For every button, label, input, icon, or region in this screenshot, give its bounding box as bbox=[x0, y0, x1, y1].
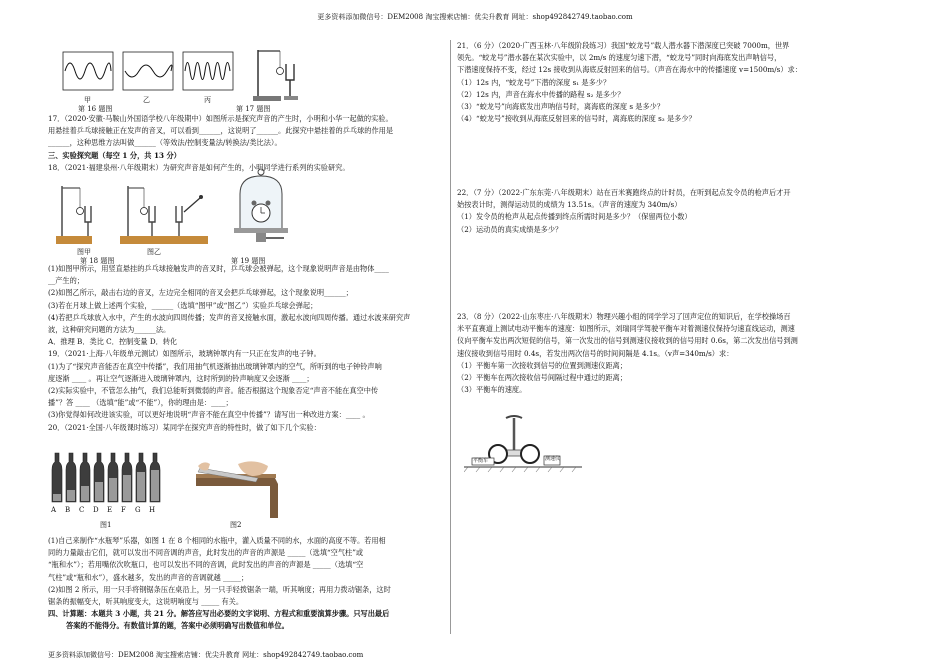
bottle-label-h: H bbox=[149, 506, 156, 514]
page-footer: 更多资料添加微信号：DEM2008 淘宝搜索店铺：优尖升教育 网址：shop492842749.taobao.com bbox=[48, 651, 364, 659]
fig19-caption: 第 19 题图 bbox=[231, 257, 266, 265]
q23-line-2: 米平直赛道上测试电动平衡车的速度：如图所示，刘瑞同学驾驶平衡车对着测速仪保持匀速直线运动，测速 bbox=[457, 324, 795, 334]
q21-block bbox=[457, 40, 802, 125]
q20-part1-d: 气柱”或“瓶和水”），盛水越多，发出的声音的音调就越 _____； bbox=[48, 572, 249, 582]
q19-part1-b: 度逐渐 ____ 。再让空气逐渐进入玻璃钟罩内，这时所到的铃声响度又会逐渐 ____； bbox=[48, 373, 314, 383]
section-4-heading-a: 四、计算题：本题共 3 小题，共 21 分。解答应写出必要的文字说明、方程式和重要演算步骤。只写出最后 bbox=[48, 609, 390, 619]
q23-line-3: 仪向平衡车发出两次短促的信号，第一次发出的信号到测速仪接收到的信号用时 0.6s，第二次发出信号到测 bbox=[457, 336, 798, 346]
section-4-heading-b: 答案的不能得分。有数值计算的题，答案中必须明确写出数值和单位。 bbox=[66, 621, 289, 631]
q23-line-4: 速仪接收到信号用时 0.4s，若发出两次信号的时间间隔是 4.1s。（v声=340m/s）求： bbox=[457, 348, 734, 358]
q18-part1-b: __产生的； bbox=[48, 276, 84, 286]
q19-part2-a: (2)实际实验中，不管怎么抽气，我们总能听到微弱的声音。能否根据这个现象否定“声音不能在真空中传 bbox=[48, 386, 379, 396]
q17-line-1: 17．（2020·安徽·马鞍山外国语学校八年级期中）如图所示是探究声音的产生时，小明和小华一起做的实验。 bbox=[48, 114, 393, 123]
q23-line-1: 23．（8 分）（2022·山东枣庄·八年级期末）物理兴趣小组的同学学习了回声定位的知识后，在学校操场百 bbox=[457, 312, 791, 321]
q21-line-3: 下潜速度保持不变，经过 12s 接收到从海底反射回来的信号。（声音在海水中的传播速度 v=1500m/s）求： bbox=[457, 65, 802, 75]
left-column-top bbox=[48, 113, 393, 174]
q22-block bbox=[457, 187, 791, 236]
fig20-bottles bbox=[48, 448, 168, 504]
left-column-bottom bbox=[48, 535, 391, 633]
fig23-balance-scooter bbox=[464, 412, 584, 478]
fig16-caption: 第 16 题图 bbox=[78, 105, 113, 113]
q19-part2-b: 播”？答 ____ （选填“能”或“不能”），你的理由是：____； bbox=[48, 398, 233, 408]
q18-options: A．推理 B．类比 C．控制变量 D．转化 bbox=[48, 337, 178, 347]
fig16-label-a: 甲 bbox=[84, 96, 91, 104]
bottle-label-e: E bbox=[107, 506, 113, 514]
q18-intro: 18．（2021·福建泉州·八年级期末）为研究声音是如何产生的，小明同学进行系列的实验研究。 bbox=[48, 162, 350, 172]
column-divider bbox=[450, 40, 451, 634]
fig16-waveforms bbox=[62, 50, 234, 94]
q20-part1-b: 同的力量敲击它们，就可以发出不同音调的声音，此时发出的声音的声源是 _____（选填“空气柱”或 bbox=[48, 548, 364, 558]
fig20-caption-2: 图2 bbox=[230, 521, 242, 529]
q18-part3: (3)若在月球上做上述两个实验，______（选填“图甲”或“图乙”）实验乒乓球会弹起； bbox=[48, 300, 318, 310]
bottle-label-d: D bbox=[93, 506, 99, 514]
fig18-label-b: 图乙 bbox=[147, 248, 161, 256]
q21-line-1: 21．（6 分）（2020·广西玉林·八年级阶段练习）我国“蛟龙号”载人潜水器下潜深度已突破 7000m，世界 bbox=[457, 41, 790, 50]
q23-part1: （1）平衡车第一次接收到信号的位置到测速仪距离； bbox=[457, 360, 627, 370]
q18-part1-a: (1)如图甲所示，用竖直悬挂的乒乓球接触发声的音叉时，乒乓球会被弹起，这个现象说明声音是由物体____ bbox=[48, 264, 389, 273]
q22-line-1: 22．（7 分）（2022·广东东莞·八年级期末）站在百米赛跑终点的计时员，在听到起点发令员的枪声后才开 bbox=[457, 188, 791, 197]
fig23-label-scooter: 平衡车 bbox=[473, 458, 489, 464]
q20-part2-b: 锯条的振幅变大，听其响度变大，这说明响度与 _____ 有关。 bbox=[48, 597, 244, 607]
q22-part2: （2）运动员的真实成绩是多少？ bbox=[457, 224, 563, 234]
q22-part1: （1）发令员的枪声从起点传播到终点所需时间是多少？（保留两位小数） bbox=[457, 212, 692, 222]
q20-part1-a: (1)自己来制作“水瓶琴”乐器，如图 1 在 8 个相同的水瓶中，灌入质量不同的水，水面的高度不等。若用相 bbox=[48, 536, 386, 545]
q21-line-2: 领先。“蛟龙号”潜水器在某次实验中，以 2m/s 的速度匀速下潜，“蛟龙号”同时向海底发出声呐信号， bbox=[457, 53, 782, 63]
fig18-label-a: 图甲 bbox=[77, 248, 91, 256]
q21-part3: （3）“蛟龙号”向海底发出声呐信号时，离海底的深度 s 是多少？ bbox=[457, 102, 665, 112]
fig17-caption: 第 17 题图 bbox=[236, 105, 271, 113]
bottle-label-b: B bbox=[65, 506, 71, 514]
q21-part2: （2）12s 内，声音在海水中传播的路程 s₂ 是多少？ bbox=[457, 89, 625, 99]
q17-line-3: ______，这种思维方法叫做______（等效法/控制变量法/转换法/类比法）。 bbox=[48, 138, 282, 148]
q19-intro: 19．（2021·上海·八年级单元测试）如图所示，玻璃钟罩内有一只正在发声的电子钟。 bbox=[48, 349, 321, 359]
left-column-middle bbox=[48, 263, 410, 434]
bottle-label-a: A bbox=[51, 506, 57, 514]
q18-part4-b: 波，这种研究问题的方法为______法。 bbox=[48, 325, 171, 335]
q20-intro: 20．（2021·全国·八年级课时练习）某同学在探究声音的特性时，做了如下几个实验： bbox=[48, 422, 321, 432]
q19-part3: (3)你觉得如何改进该实验，可以更好地说明“声音不能在真空中传播”？请写出一种改进方案：____ 。 bbox=[48, 410, 370, 420]
section-3-heading: 三、实验探究题（每空 1 分，共 13 分） bbox=[48, 150, 181, 160]
fig18-experiments bbox=[50, 180, 216, 248]
q20-part2-a: (2)如图 2 所示，用一只手将钢锯条压在桌沿上，另一只手轻拨锯条一端，听其响度；再用力拨动锯条，这时 bbox=[48, 584, 391, 594]
q19-part1-a: (1)为了“探究声音能否在真空中传播”，我们用抽气机逐渐抽出玻璃钟罩内的空气，所听到的电子钟铃声响 bbox=[48, 361, 382, 371]
page-header: 更多资料添加微信号：DEM2008 淘宝搜索店铺：优尖升教育 网址：shop492842749.taobao.com bbox=[317, 13, 633, 21]
fig23-label-detector: 测速仪 bbox=[545, 456, 561, 462]
q18-part2: (2)如图乙所示，敲击右边的音叉，左边完全相同的音叉会把乒乓球弹起，这个现象说明______； bbox=[48, 288, 353, 298]
q23-part3: （3）平衡车的速度。 bbox=[457, 385, 527, 395]
q21-part4: （4）“蛟龙号”接收到从海底反射回来的信号时，离海底的深度 s₃ 是多少？ bbox=[457, 114, 696, 124]
fig17-tuning-fork bbox=[250, 46, 310, 102]
q23-part2: （2）平衡车在两次接收信号间隔过程中通过的距离； bbox=[457, 373, 627, 383]
q18-part4-a: (4)若把乒乓球放入水中，产生的水波向四周传播；发声的音叉接触水面，激起水波向四周传播。通过水波来研究声 bbox=[48, 312, 411, 322]
q23-block bbox=[457, 311, 798, 396]
q20-part1-c: “瓶和水”）；若用嘴依次吹瓶口，也可以发出不同的音调，此时发出的声音的声源是 _____（选填“空 bbox=[48, 560, 364, 570]
bottle-label-g: G bbox=[135, 506, 141, 514]
bottle-label-f: F bbox=[121, 506, 126, 514]
bottle-label-c: C bbox=[79, 506, 85, 514]
fig16-label-b: 乙 bbox=[143, 96, 150, 104]
fig16-label-c: 丙 bbox=[204, 96, 211, 104]
fig18-caption: 第 18 题图 bbox=[80, 257, 115, 265]
fig20-caption-1: 图1 bbox=[100, 521, 112, 529]
q21-part1: （1）12s 内，“蛟龙号”下潜的深度 s₁ 是多少？ bbox=[457, 77, 611, 87]
fig20-saw-blade bbox=[194, 454, 280, 520]
q17-line-2: 用悬挂着乒乓球接触正在发声的音叉，可以看到______，这说明了______。此探究中悬挂着的乒乓球的作用是 bbox=[48, 126, 394, 136]
fig19-bell-jar bbox=[230, 166, 292, 250]
q22-line-2: 始按表计时，测得运动员的成绩为 13.51s。（声音的速度为 340m/s） bbox=[457, 200, 682, 210]
